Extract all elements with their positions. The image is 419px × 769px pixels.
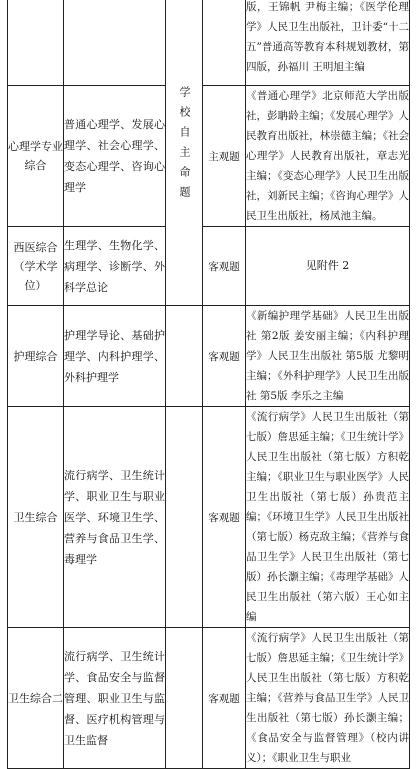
school-set-blank-cell <box>166 306 203 407</box>
reference-cell: 《流行病学》人民卫生出版社（第七版）詹思延主编；《卫生统计学》人民卫生出版社（第七版）方积乾主编；《职业卫生与职业医学》人民卫生出版社（第七版）孙贵范主编；《环境卫生学》人民卫生出版社（第七版）杨克敌主编；《营养与食品卫生学》人民卫生出版社（第七版）孙长灏主编；《毒理学基础》人民卫生出版社（第六版）王心如主编 <box>246 407 410 628</box>
table-row <box>8 0 410 86</box>
table-row <box>8 306 410 407</box>
reference-cell: 《流行病学》人民卫生出版社（第七版）詹思延主编；《卫生统计学》人民卫生出版社（第七版）方积乾主编；《营养与食品卫生学》人民卫生出版社（第七版）孙长灏主编；《食品安全与监督管理》（校内讲义）；《职业卫生与职业 <box>246 628 410 769</box>
school-set-cell <box>166 0 203 306</box>
subject-cell: 卫生综合二 <box>8 628 64 769</box>
subject-cell: 卫生综合 <box>8 407 64 628</box>
question-type-cell: 客观题 <box>203 407 246 628</box>
content-cell: 护理学导论、基础护理学、内科护理学、外科护理学 <box>64 306 166 407</box>
reference-cell: 《普通心理学》北京师范大学出版社，彭聃龄主编；《发展心理学》人民教育出版社，林崇德主编；《社会心理学》人民教育出版社，章志光主编；《变态心理学》人民卫生出版社，刘新民主编；《咨询心理学》人民卫生出版社，杨凤池主编。 <box>246 86 410 227</box>
school-set-label: 学校自主命题 <box>178 85 191 206</box>
content-cell: 生理学、生物化学、病理学、诊断学、外科学总论 <box>64 227 166 306</box>
content-cell: 普通心理学、发展心理学、社会心理学、变态心理学、咨询心理学 <box>64 86 166 227</box>
table-row <box>8 227 410 306</box>
question-type-cell <box>203 0 246 86</box>
question-type-cell: 客观题 <box>203 628 246 769</box>
subject-cell: 护理综合 <box>8 306 64 407</box>
subject-cell: 西医综合 （学术学位） <box>8 227 64 306</box>
content-cell <box>64 0 166 86</box>
question-type-cell: 客观题 <box>203 306 246 407</box>
subject-cell: 心理学专业综合 <box>8 86 64 227</box>
reference-cell: 见附件 2 <box>246 227 410 306</box>
subject-cell <box>8 0 64 86</box>
reference-cell: 《新编护理学基础》人民卫生出版社 第2版 姜安丽主编；《内科护理学》人民卫生出版社 第5版 尤黎明主编；《外科护理学》人民卫生出版社 第5版 李乐之主编 <box>246 306 410 407</box>
table-row <box>8 628 410 769</box>
table-row <box>8 86 410 227</box>
school-set-blank-cell <box>166 407 203 628</box>
table-row <box>8 407 410 628</box>
school-set-blank-cell <box>166 628 203 769</box>
content-cell: 流行病学、卫生统计学、职业卫生与职业医学、环境卫生学、营养与食品卫生学、毒理学 <box>64 407 166 628</box>
question-type-cell: 主观题 <box>203 86 246 227</box>
content-cell: 流行病学、卫生统计学、食品安全与监督管理、职业卫生与监督、医疗机构管理与卫生监督 <box>64 628 166 769</box>
question-type-cell: 客观题 <box>203 227 246 306</box>
exam-syllabus-table <box>7 0 410 769</box>
reference-cell: 版，王锦帆 尹梅主编；《医学伦理学》人民卫生出版社，卫计委“十二五”普通高等教育本科规划教材，第四版，孙福川 王明旭主编 <box>246 0 410 86</box>
